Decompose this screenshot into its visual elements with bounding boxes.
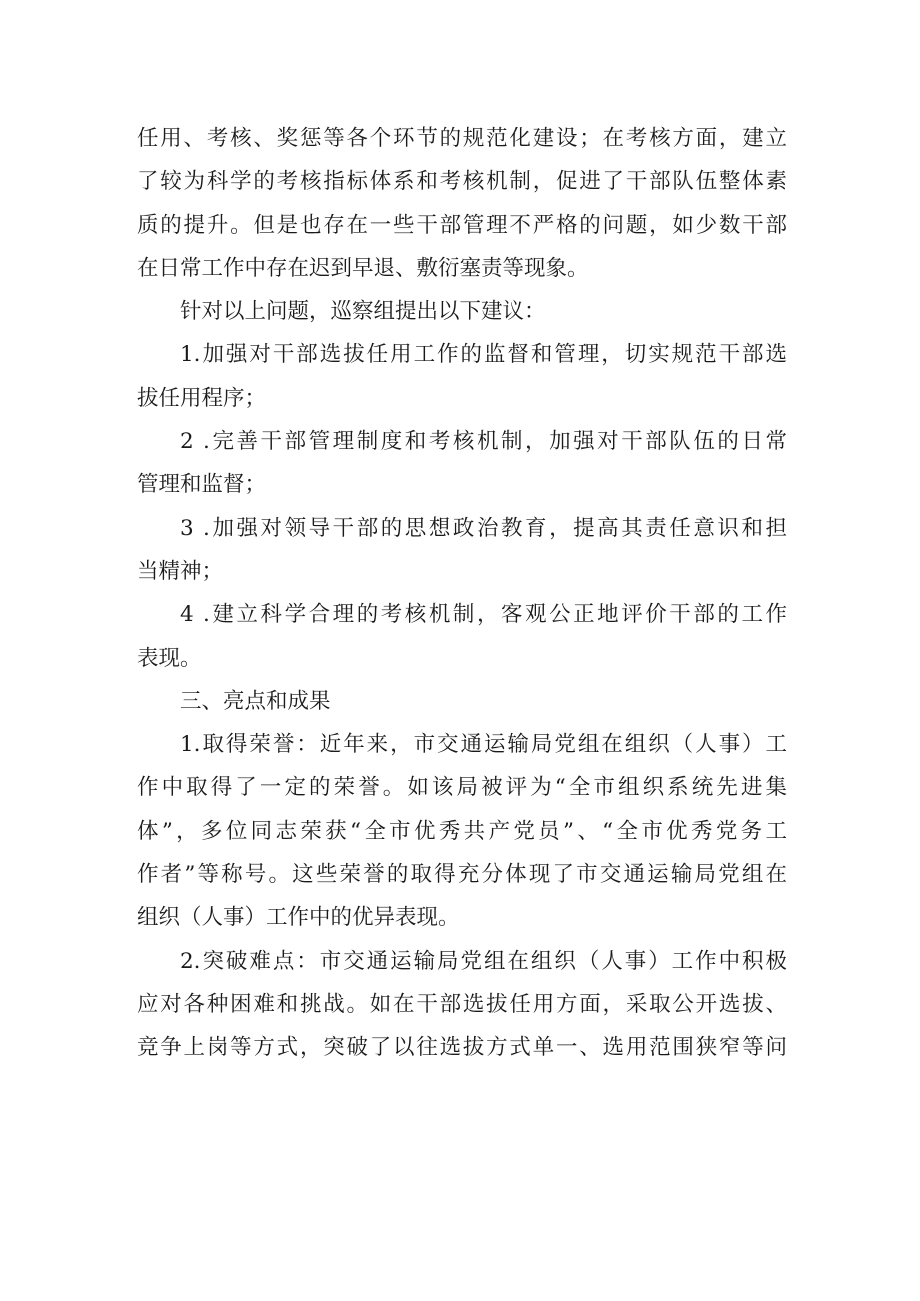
body-line: 了较为科学的考核指标体系和考核机制，促进了干部队伍整体素 xyxy=(137,169,787,195)
highlight-1-line: 作者”等称号。这些荣誉的取得充分体现了市交通运输局党组在 xyxy=(137,862,787,888)
body-line: 任用、考核、奖惩等各个环节的规范化建设；在考核方面，建立 xyxy=(137,126,787,151)
list-item-4-line: 4 .建立科学合理的考核机制，客观公正地评价干部的工作 xyxy=(180,602,787,628)
highlight-2-line: 应对各种困难和挑战。如在干部选拔任用方面，采取公开选拔、 xyxy=(137,991,787,1017)
list-item-2-line: 管理和监督； xyxy=(137,472,267,498)
highlight-1-line: 1.取得荣誉：近年来，市交通运输局党组在组织（人事）工 xyxy=(180,732,787,758)
section-heading: 三、亮点和成果 xyxy=(180,688,331,714)
highlight-2-line: 2.突破难点：市交通运输局党组在组织（人事）工作中积极 xyxy=(180,948,787,974)
list-item-3-line: 当精神； xyxy=(137,558,224,584)
highlight-1-line: 组织（人事）工作中的优异表现。 xyxy=(137,905,460,931)
highlight-1-line: 作中取得了一定的荣誉。如该局被评为“全市组织系统先进集 xyxy=(137,775,787,801)
highlight-1-line: 体”，多位同志荣获“全市优秀共产党员”、“全市优秀党务工 xyxy=(137,818,787,844)
body-line: 质的提升。但是也存在一些干部管理不严格的问题，如少数干部 xyxy=(137,212,787,238)
paragraph-start-line: 针对以上问题，巡察组提出以下建议： xyxy=(180,299,546,325)
list-item-1-line: 拔任用程序； xyxy=(137,385,267,411)
body-line: 在日常工作中存在迟到早退、敷衍塞责等现象。 xyxy=(137,255,589,281)
document-page xyxy=(137,117,787,1070)
list-item-3-line: 3 .加强对领导干部的思想政治教育，提高其责任意识和担 xyxy=(180,515,787,541)
list-item-1-line: 1.加强对干部选拔任用工作的监督和管理，切实规范干部选 xyxy=(180,342,787,368)
list-item-2-line: 2 .完善干部管理制度和考核机制，加强对干部队伍的日常 xyxy=(180,429,787,455)
highlight-2-line: 竞争上岗等方式，突破了以往选拔方式单一、选用范围狭窄等问 xyxy=(137,1035,787,1061)
list-item-4-line: 表现。 xyxy=(137,645,202,671)
